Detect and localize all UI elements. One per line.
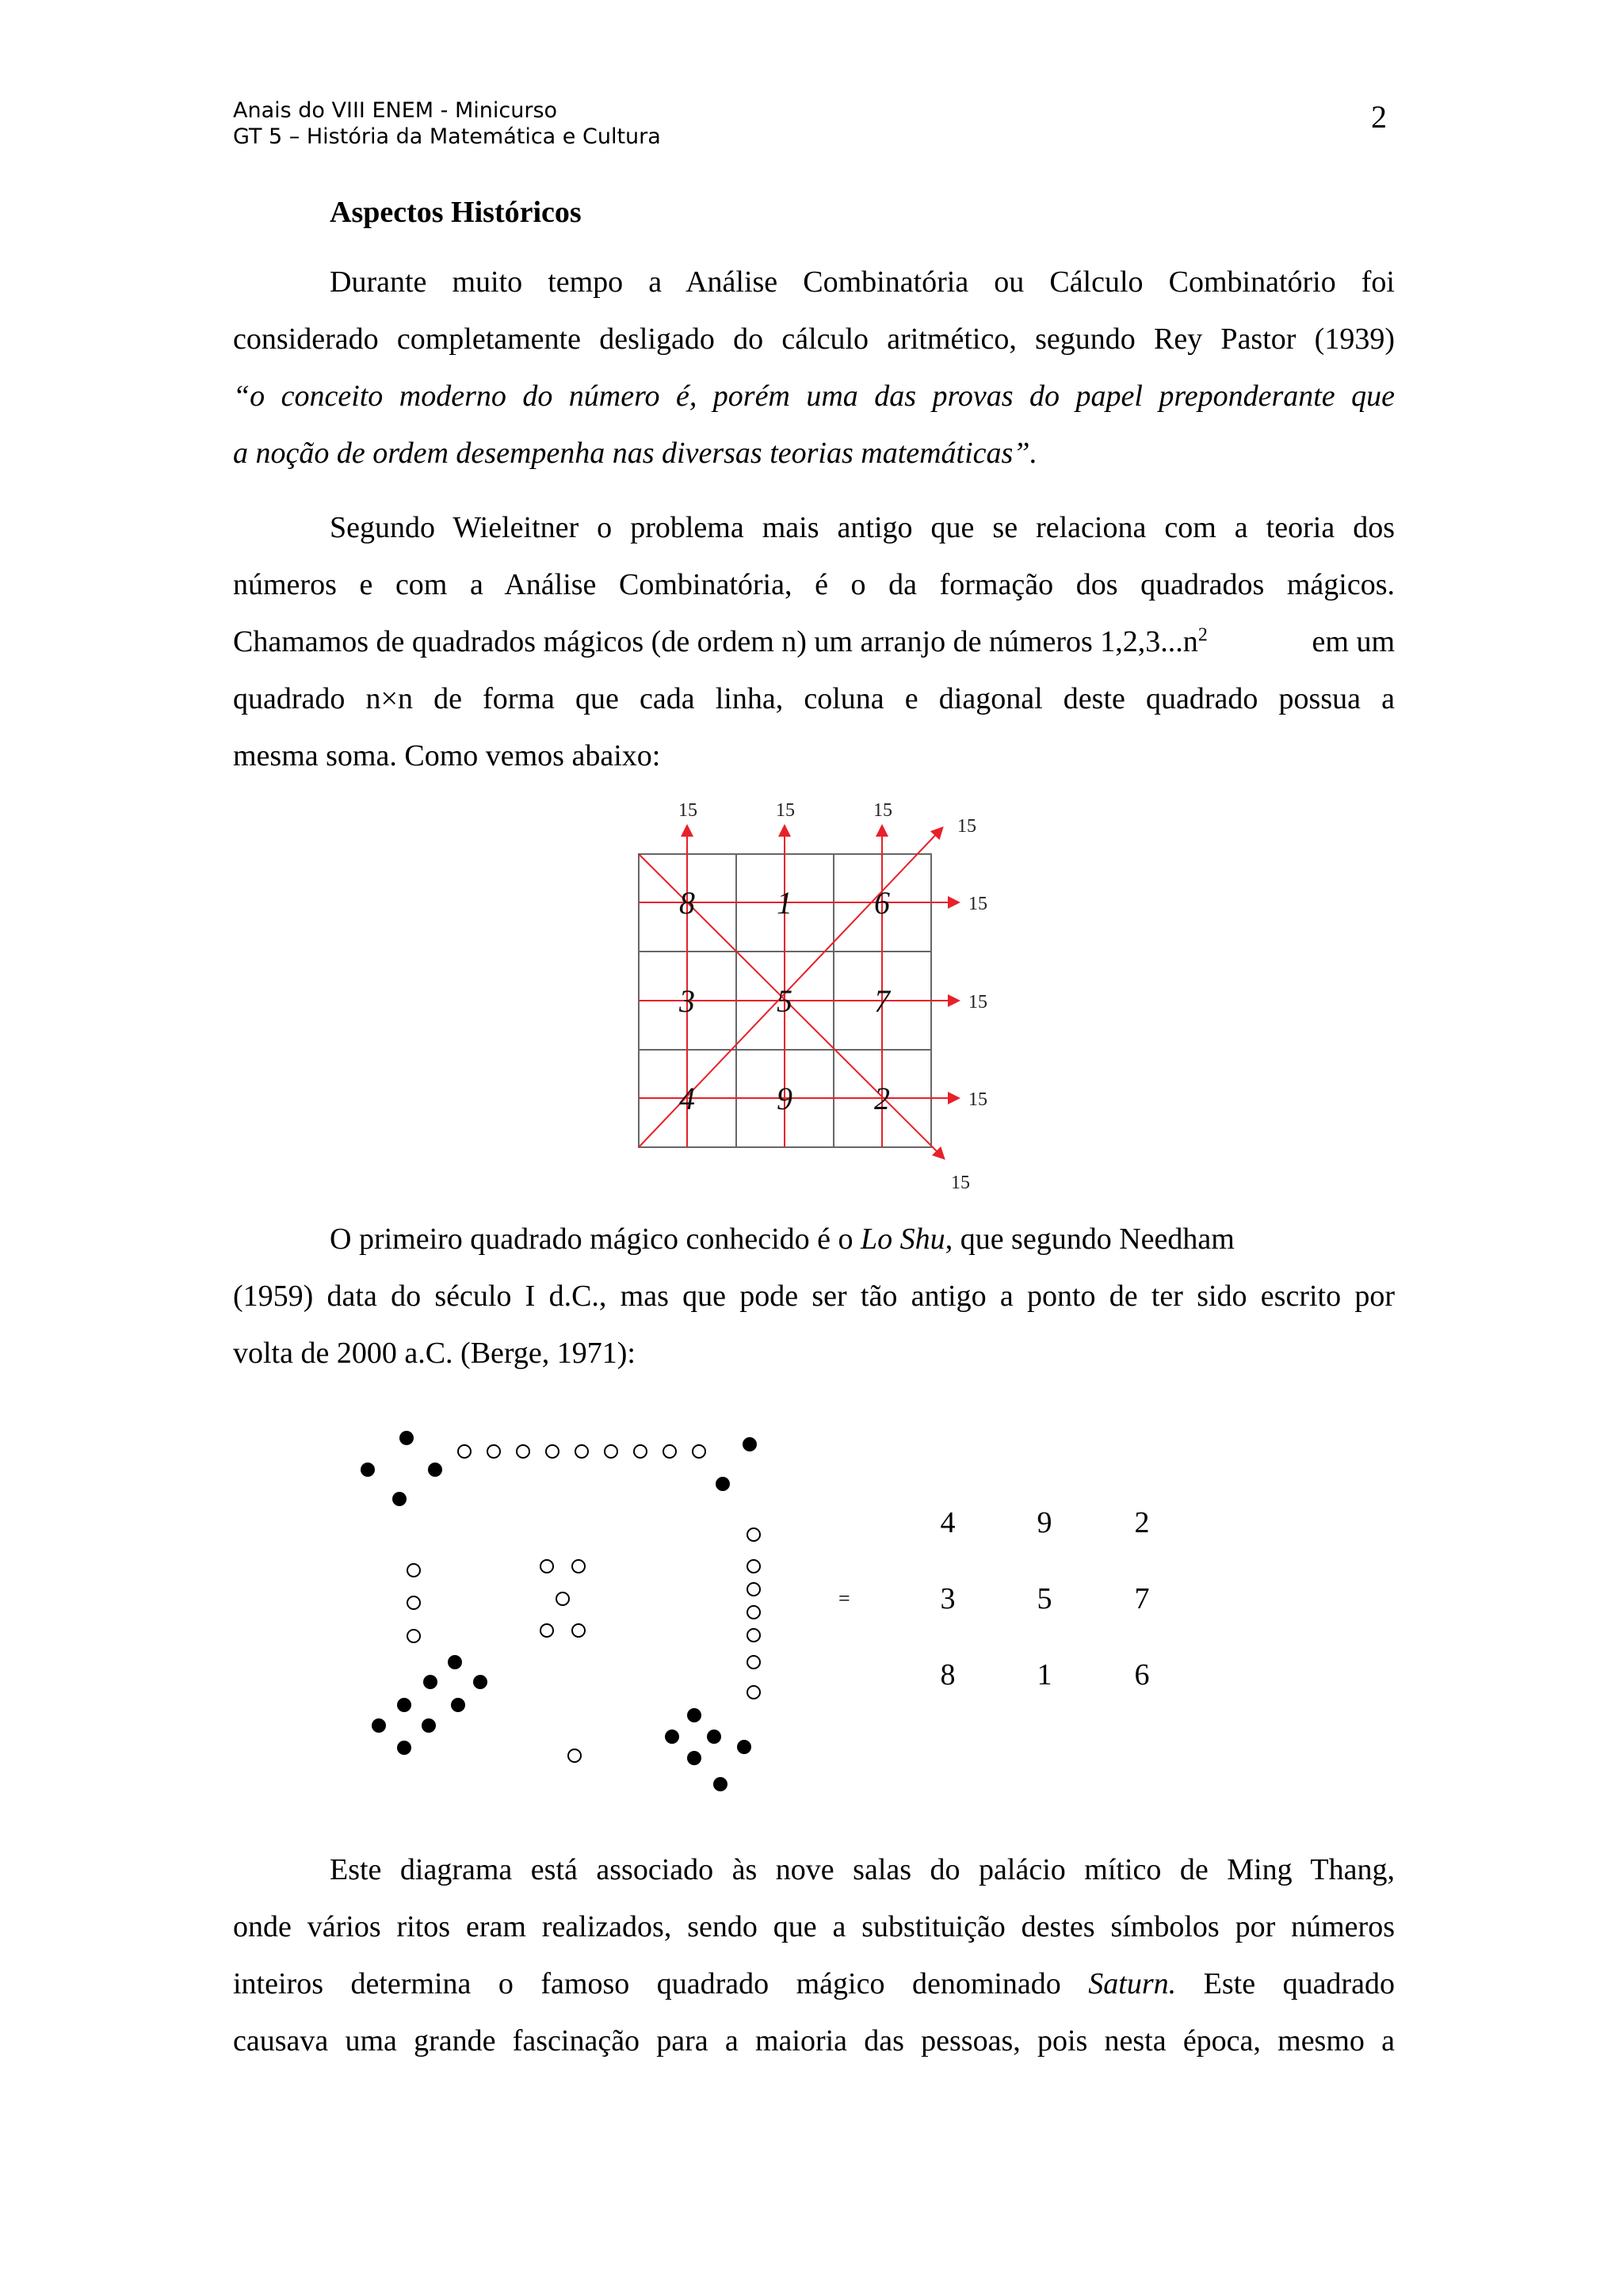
sum-label-anti-diagonal: 15 [957, 816, 976, 837]
line-3-words-denominado: denominado [911, 1967, 1061, 2000]
paragraph-2-line-1: Segundo Wieleitner o problema mais antigo que se relaciona com a teoria dos [330, 511, 1395, 544]
lo-shu-dots [347, 1422, 775, 1798]
line-3-words-o: o [498, 1967, 514, 2000]
sum-label-row-2: 15 [968, 992, 987, 1013]
line-3-words-famoso: famoso [540, 1967, 630, 2000]
sum-label-row-3: 15 [968, 1089, 987, 1110]
cell-r1-c3: 6 [874, 885, 890, 921]
line-3-words-determina: determina [350, 1967, 472, 2000]
magic-square-figure [626, 797, 1006, 1195]
paragraph-1-line-4: a noção de ordem desempenha nas diversas teorias matemáticas”. [233, 437, 1037, 470]
lo-shu-cell-r2-c1: 3 [940, 1582, 956, 1615]
running-header-line-1: Anais do VIII ENEM - Minicurso [233, 98, 558, 123]
filled-dots [361, 1431, 757, 1791]
sum-label-col-1: 15 [678, 800, 697, 821]
paragraph-3-line-2: (1959) data do século I d.C., mas que pode ser tão antigo a ponto de ter sido escrito por [233, 1280, 1395, 1313]
cell-r3-c2: 9 [777, 1081, 792, 1116]
open-dots [407, 1445, 760, 1762]
sum-arrows [687, 827, 957, 1098]
equals-sign: = [838, 1587, 850, 1610]
paragraph-2-line-3 [233, 624, 1395, 664]
lo-shu-cell-r1-c1: 4 [940, 1506, 956, 1539]
superscript-2: 2 [1197, 624, 1208, 646]
cell-r2-c3: 7 [874, 983, 890, 1019]
cell-r1-c2: 1 [777, 885, 792, 921]
sum-label-main-diagonal: 15 [951, 1173, 970, 1193]
paragraph-2-line-2: números e com a Análise Combinatória, é o da formação dos quadrados mágicos. [233, 568, 1395, 601]
paragraph-3-line-3: volta de 2000 a.C. (Berge, 1971): [233, 1337, 636, 1370]
lo-shu-cell-r2-c2: 5 [1037, 1582, 1052, 1615]
lo-shu-cell-r1-c3: 2 [1134, 1506, 1150, 1539]
paragraph-3-line-1-text [330, 1222, 1235, 1261]
lo-shu-cell-r2-c3: 7 [1134, 1582, 1150, 1615]
section-title: Aspectos Históricos [330, 196, 582, 229]
cell-r2-c2: 5 [777, 983, 792, 1019]
paragraph-1-line-3: “o conceito moderno do número é, porém uma das provas do papel preponderante que [233, 379, 1395, 413]
lo-shu-cell-r1-c2: 9 [1037, 1506, 1052, 1539]
cell-r3-c3: 2 [874, 1081, 890, 1116]
line-1-part-a: O primeiro quadrado mágico conhecido é o [330, 1222, 861, 1256]
line-3-words-quadrado: quadrado [656, 1967, 769, 2000]
paragraph-4-line-3 [233, 1966, 1395, 2006]
paragraph-2-line-4: quadrado n×n de forma que cada linha, coluna e diagonal deste quadrado possua a [233, 682, 1395, 715]
cell-r3-c1: 4 [679, 1081, 695, 1116]
lo-shu-number-grid [924, 1505, 1162, 1703]
line-1-part-b: , que segundo Needham [945, 1222, 1235, 1256]
paragraph-4-line-4: causava uma grande fascinação para a maioria das pessoas, pois nesta época, mesmo a [233, 2024, 1395, 2058]
sum-label-col-2: 15 [776, 800, 795, 821]
lo-shu-cell-r3-c3: 6 [1134, 1658, 1150, 1691]
lo-shu-cell-r3-c1: 8 [940, 1658, 956, 1691]
paragraph-3-line-1 [330, 1222, 1395, 1261]
line-3-words-inteiros: inteiros [233, 1967, 323, 2000]
saturn-italic: Saturn. [1088, 1967, 1177, 2000]
cell-r1-c1: 8 [679, 885, 695, 921]
sum-label-row-1: 15 [968, 894, 987, 914]
magic-square-diagram [626, 797, 1006, 1195]
sum-label-col-3: 15 [873, 800, 892, 821]
paragraph-4-line-1: Este diagrama está associado às nove salas do palácio mítico de Ming Thang, [330, 1853, 1395, 1886]
paragraph-2-line-5: mesma soma. Como vemos abaixo: [233, 739, 661, 772]
paragraph-2-line-3-text [233, 624, 1208, 664]
line-3-part-b: em um [1312, 625, 1395, 658]
line-3-part-a: Chamamos de quadrados mágicos (de ordem n) um arranjo de números 1,2,3...n [233, 625, 1198, 658]
cell-r2-c1: 3 [679, 983, 695, 1019]
running-header-line-2: GT 5 – História da Matemática e Cultura [233, 124, 661, 149]
line-3-words-este: Este [1203, 1967, 1256, 2000]
line-3-words-quadrado-2: quadrado [1282, 1967, 1395, 2000]
page-number: 2 [1371, 99, 1387, 135]
lo-shu-cell-r3-c2: 1 [1037, 1658, 1052, 1691]
paragraph-4-line-2: onde vários ritos eram realizados, sendo que a substituição destes símbolos por números [233, 1910, 1395, 1943]
paragraph-1-line-1: Durante muito tempo a Análise Combinatória ou Cálculo Combinatório foi [330, 265, 1395, 299]
lo-shu-italic: Lo Shu [861, 1222, 945, 1256]
paragraph-1-line-2: considerado completamente desligado do cálculo aritmético, segundo Rey Pastor (1939) [233, 322, 1395, 356]
line-3-words-magico: mágico [796, 1967, 885, 2000]
lo-shu-dot-diagram [347, 1422, 775, 1798]
